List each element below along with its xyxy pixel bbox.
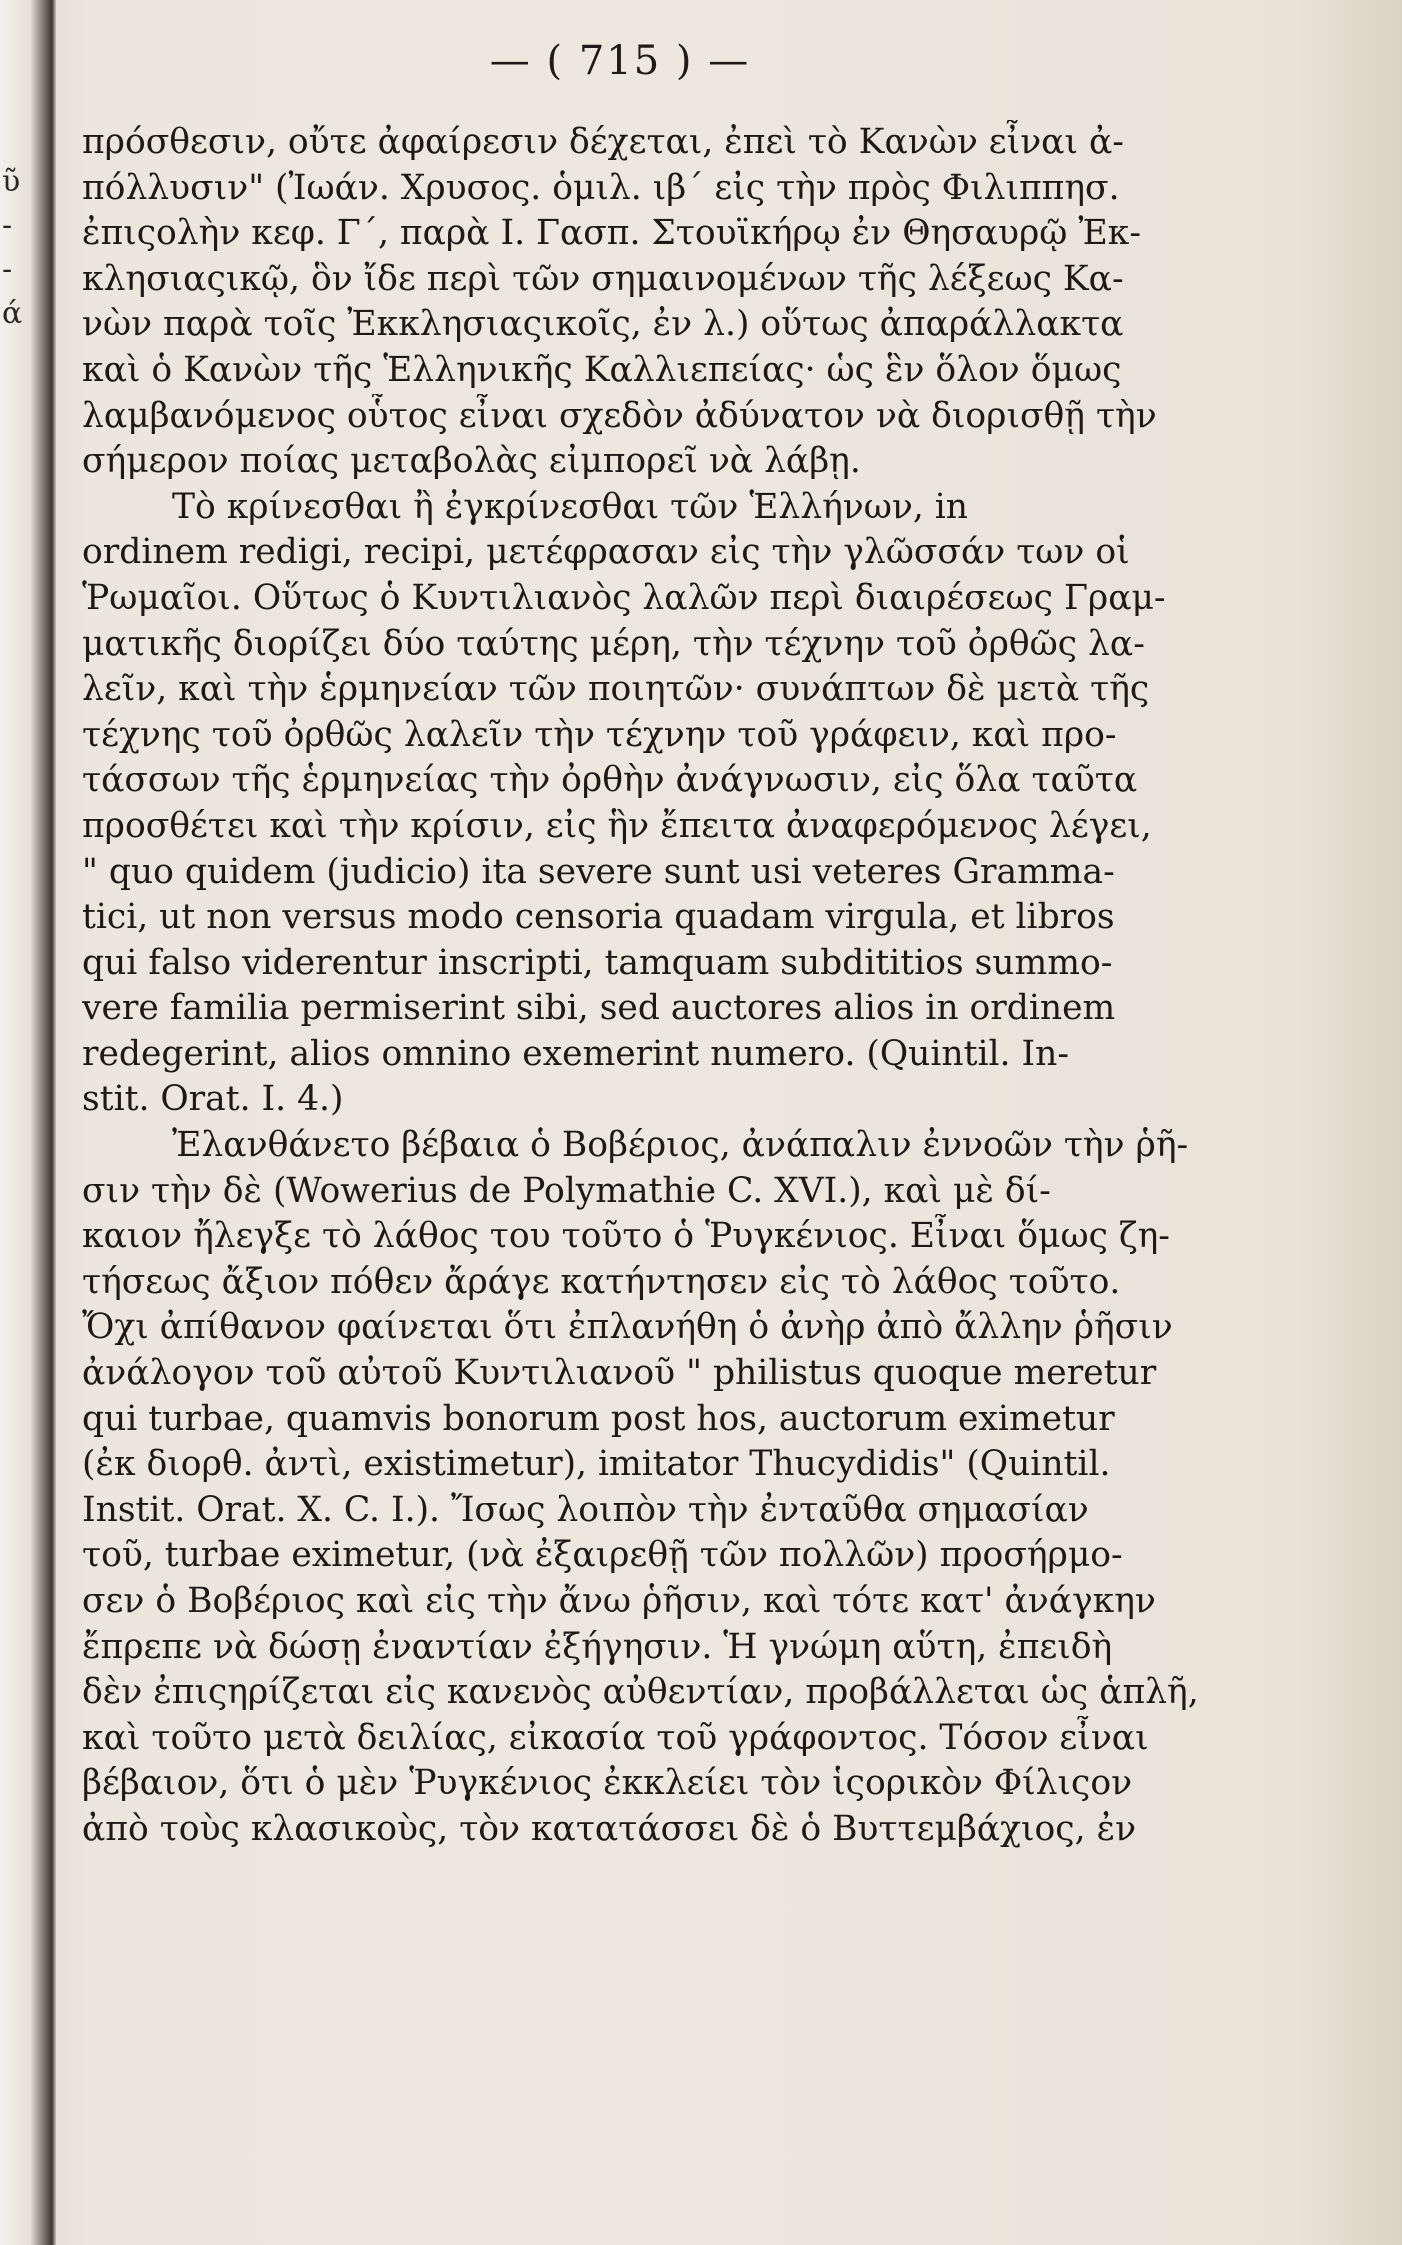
body-text <box>82 120 1200 1853</box>
text-line: τάσσων τῆς ἑρμηνείας τὴν ὀρθὴν ἀνάγνωσιν, εἰς ὅλα ταῦτα <box>82 760 1138 801</box>
text-line: πόλλυσιν" (Ἰωάν. Χρυσος. ὁμιλ. ιβ΄ εἰς τὴν πρὸς Φιλιππησ. <box>82 167 1120 208</box>
text-line: πρόσθεσιν, οὔτε ἀφαίρεσιν δέχεται, ἐπεὶ τὸ Κανὼν εἶναι ἀ- <box>82 122 1124 162</box>
margin-mark: ῦ <box>2 164 21 199</box>
margin-marks <box>2 160 32 336</box>
adjacent-page-edge <box>0 0 56 2245</box>
text-line: (ἐκ διορθ. ἀντὶ, existimetur), imitator Thucydidis" (Quintil. <box>82 1444 1111 1485</box>
text-line: τέχνης τοῦ ὀρθῶς λαλεῖν τὴν τέχνην τοῦ γράφειν, καὶ προ- <box>82 714 1117 755</box>
text-line: σήμερον ποίας μεταβολὰς εἰμπορεῖ νὰ λάβῃ. <box>82 441 861 482</box>
text-line: qui turbae, quamvis bonorum post hos, auctorum eximetur <box>82 1398 1115 1439</box>
margin-mark: ά <box>2 296 23 331</box>
text-line: σεν ὁ Βοβέριος καὶ εἰς τὴν ἄνω ῥῆσιν, καὶ τότε κατ' ἀνάγκην <box>82 1581 1156 1621</box>
margin-mark: - <box>2 252 13 287</box>
text-line: ἔπρεπε νὰ δώσῃ ἐναντίαν ἐξήγησιν. Ἡ γνώμη αὕτη, ἐπειδὴ <box>82 1626 1113 1667</box>
text-line: βέβαιον, ὅτι ὁ μὲν Ῥυγκένιος ἐκκλείει τὸν ἱςορικὸν Φίλιςον <box>82 1763 1133 1804</box>
margin-mark: - <box>2 208 13 243</box>
text-line: σιν τὴν δὲ (Wowerius de Polymathie C. XVI.), καὶ μὲ δί- <box>82 1170 1051 1211</box>
text-line: τήσεως ἄξιον πόθεν ἄράγε κατήντησεν εἰς τὸ λάθος τοῦτο. <box>82 1261 1121 1302</box>
text-line: ἀνάλογον τοῦ αὐτοῦ Κυντιλιανοῦ " philistus quoque meretur <box>82 1353 1157 1394</box>
text-line: stit. Orat. I. 4.) <box>82 1079 344 1120</box>
text-line: λεῖν, καὶ τὴν ἑρμηνείαν τῶν ποιητῶν· συνάπτων δὲ μετὰ τῆς <box>82 669 1150 710</box>
text-line: καὶ τοῦτο μετὰ δειλίας, εἰκασία τοῦ γράφοντος. Τόσον εἶναι <box>82 1717 1149 1758</box>
text-line: Instit. Orat. X. C. I.). Ἴσως λοιπὸν τὴν ἐνταῦθα σημασίαν <box>82 1489 1089 1530</box>
text-line: vere familia permiserint sibi, sed auctores alios in ordinem <box>82 988 1116 1029</box>
text-line: " quo quidem (judicio) ita severe sunt usi veteres Gramma- <box>82 851 1115 892</box>
text-line: Ῥωμαῖοι. Οὕτως ὁ Κυντιλιανὸς λαλῶν περὶ διαιρέσεως Γραμ- <box>82 577 1166 618</box>
text-line: Τὸ κρίνεσθαι ἢ ἐγκρίνεσθαι τῶν Ἑλλήνων, in <box>172 486 969 527</box>
text-line: νὼν παρὰ τοῖς Ἐκκλησιαςικοῖς, ἐν λ.) οὕτως ἀπαράλλακτα <box>82 304 1124 345</box>
text-line: ματικῆς διορίζει δύο ταύτης μέρη, τὴν τέχνην τοῦ ὀρθῶς λα- <box>82 623 1145 664</box>
text-line: ἐπιςολὴν κεφ. Γ΄, παρὰ Ι. Γασπ. Στουϊκήρῳ ἐν Θησαυρῷ Ἐκ- <box>82 213 1142 254</box>
text-line: προσθέτει καὶ τὴν κρίσιν, εἰς ἣν ἔπειτα ἀναφερόμενος λέγει, <box>82 805 1152 846</box>
text-line: tici, ut non versus modo censoria quadam virgula, et libros <box>82 897 1115 938</box>
text-line: Ἐλανθάνετο βέβαια ὁ Βοβέριος, ἀνάπαλιν ἐννοῶν τὴν ῥῆ- <box>172 1125 1189 1166</box>
text-line: Ὄχι ἀπίθανον φαίνεται ὅτι ἐπλανήθη ὁ ἀνὴρ ἀπὸ ἄλλην ῥῆσιν <box>82 1307 1173 1348</box>
text-line: ordinem redigi, recipi, μετέφρασαν εἰς τὴν γλῶσσάν των οἱ <box>82 532 1130 573</box>
text-line: redegerint, alios omnino exemerint numero. (Quintil. In- <box>82 1033 1069 1074</box>
text-line: δὲν ἐπιςηρίζεται εἰς κανενὸς αὐθεντίαν, προβάλλεται ὡς ἁπλῆ, <box>82 1672 1199 1713</box>
page-number-header: — ( 715 ) — <box>489 38 751 84</box>
text-line: καὶ ὁ Κανὼν τῆς Ἑλληνικῆς Καλλιεπείας· ὡς ἓν ὅλον ὅμως <box>82 349 1122 390</box>
text-line: qui falso viderentur inscripti, tamquam subdititios summo- <box>82 942 1113 983</box>
text-line: τοῦ, turbae eximetur, (νὰ ἐξαιρεθῇ τῶν πολλῶν) προσήρμο- <box>82 1535 1123 1576</box>
text-line: ἀπὸ τοὺς κλασικοὺς, τὸν κατατάσσει δὲ ὁ Βυττεμβάχιος, ἐν <box>82 1808 1137 1849</box>
text-line: καιον ἤλεγξε τὸ λάθος του τοῦτο ὁ Ῥυγκένιος. Εἶναι ὅμως ζη- <box>82 1216 1170 1257</box>
text-line: λαμβανόμενος οὗτος εἶναι σχεδὸν ἀδύνατον νὰ διορισθῇ τὴν <box>82 395 1157 436</box>
text-line: κλησιαςικῷ, ὃν ἴδε περὶ τῶν σημαινομένων τῆς λέξεως Κα- <box>82 258 1124 299</box>
